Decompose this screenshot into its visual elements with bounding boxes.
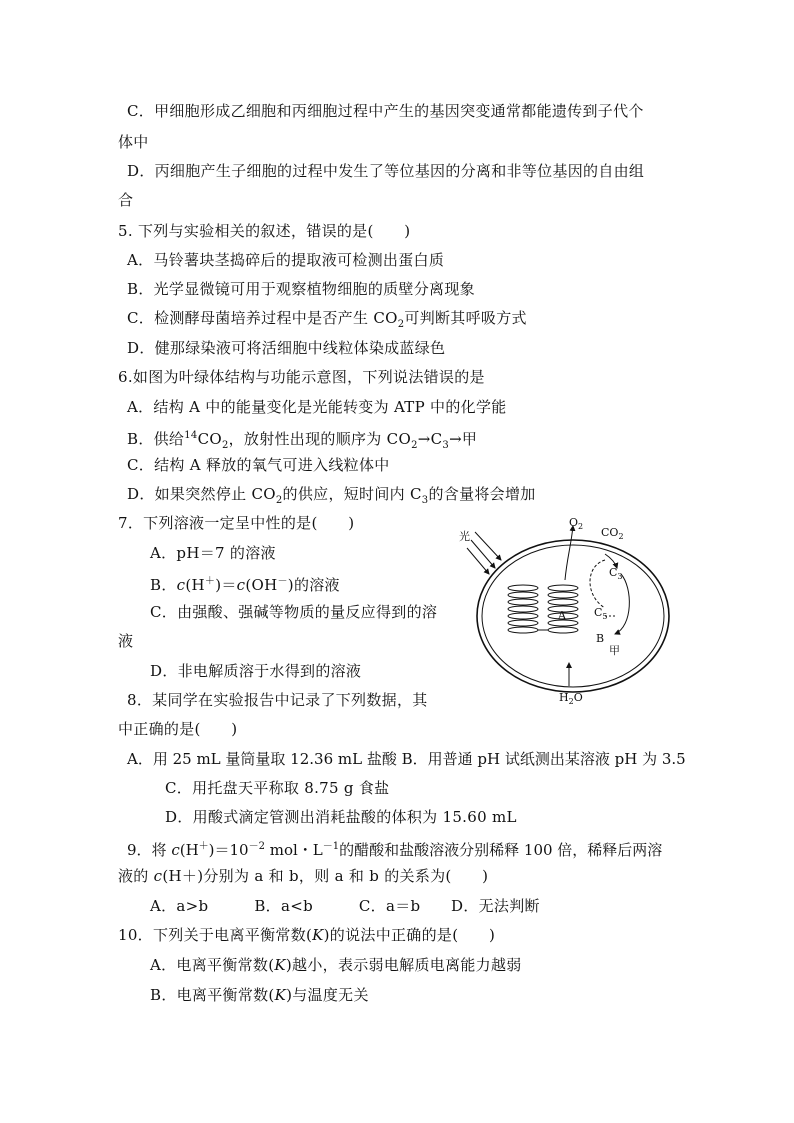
q4-option-d-line2: 合	[118, 191, 134, 209]
h2o-label: $H_2O$	[559, 691, 583, 706]
q6-option-b: B．供给$^{14}CO_2$，放射性出现的顺序为 $CO_2\to C_3\to$甲	[127, 430, 478, 451]
structure-a-label: A	[558, 609, 566, 622]
o2-release-arrow	[565, 526, 573, 580]
chloroplast-inner-membrane	[482, 545, 664, 687]
c3-label: $C_3$	[609, 566, 623, 581]
c5-label: $C_5$	[594, 606, 608, 621]
q7-option-b: B．c(H＋)＝c(OH－)的溶液	[150, 576, 340, 594]
q9-stem-line1: 9．将 $c(H^+)=10^{-2}$ mol・$L^{-1}$的醋酸和盐酸溶液分别稀释 100 倍，稀释后两溶	[127, 841, 663, 859]
q7-option-c-line2: 液	[118, 632, 134, 650]
q8-stem-line1: 8．某同学在实验报告中记录了下列数据，其	[127, 691, 428, 709]
q7-option-a: A．pH＝7 的溶液	[150, 544, 276, 562]
o2-label: $O_2$	[569, 518, 584, 531]
q10-option-a: A．电离平衡常数(K)越小，表示弱电解质电离能力越弱	[150, 956, 522, 974]
structure-b-label: B	[596, 632, 605, 645]
q8-option-d: D．用酸式滴定管测出消耗盐酸的体积为 15.60 mL	[165, 808, 517, 826]
q5-option-a: A．马铃薯块茎捣碎后的提取液可检测出蛋白质	[127, 251, 445, 269]
q6-stem: 6.如图为叶绿体结构与功能示意图，下列说法错误的是	[118, 368, 485, 386]
q7-option-c-line1: C．由强酸、强碱等物质的量反应得到的溶	[150, 603, 438, 621]
q6-option-d: D．如果突然停止 $CO_2$的供应，短时间内 $C_3$的含量将会增加	[127, 485, 536, 506]
q7-option-d: D．非电解质溶于水得到的溶液	[150, 662, 362, 680]
q8-options-ab: A．用 25 mL 量筒量取 12.36 mL 盐酸 B．用普通 pH 试纸测出某溶液 pH 为 3.5	[127, 750, 686, 768]
light-label: 光	[459, 530, 470, 543]
product-jia-label: 甲	[609, 644, 620, 657]
chloroplast-diagram	[455, 518, 675, 708]
q7-stem: 7．下列溶液一定呈中性的是( )	[118, 514, 355, 532]
q5-option-d: D．健那绿染液可将活细胞中线粒体染成蓝绿色	[127, 339, 446, 357]
q10-option-b: B．电离平衡常数(K)与温度无关	[150, 986, 369, 1004]
c3-to-c5-arrow	[615, 574, 629, 634]
calvin-cycle-path	[590, 560, 605, 608]
co2-label: $CO_2$	[601, 526, 624, 541]
q5-stem: 5. 下列与实验相关的叙述，错误的是( )	[118, 222, 411, 240]
q6-option-a: A．结构 A 中的能量变化是光能转变为 ATP 中的化学能	[127, 398, 507, 416]
chloroplast-outer-membrane	[477, 540, 669, 692]
q5-option-c: C．检测酵母菌培养过程中是否产生 $CO_2$可判断其呼吸方式	[127, 309, 527, 330]
granum-left	[508, 585, 538, 633]
q8-option-c: C．用托盘天平称取 8.75 g 食盐	[165, 779, 390, 797]
q4-option-d-line1: D．丙细胞产生子细胞的过程中发生了等位基因的分离和非等位基因的自由组	[127, 162, 645, 180]
q8-stem-line2: 中正确的是( )	[118, 720, 238, 738]
q10-stem: 10．下列关于电离平衡常数(K)的说法中正确的是( )	[118, 926, 496, 944]
q9-stem-line2: 液的 c(H＋)分别为 a 和 b，则 a 和 b 的关系为( )	[118, 867, 489, 885]
q4-option-c-line1: C．甲细胞形成乙细胞和丙细胞过程中产生的基因突变通常都能遗传到子代个	[127, 102, 644, 120]
q5-option-b: B．光学显微镜可用于观察植物细胞的质壁分离现象	[127, 280, 475, 298]
q4-option-c-line2: 体中	[118, 133, 149, 151]
q6-option-c: C．结构 A 释放的氧气可进入线粒体中	[127, 456, 390, 474]
q9-options: A．a>b B．a<b C．a＝b D．无法判断	[150, 897, 540, 915]
light-rays	[467, 532, 501, 574]
